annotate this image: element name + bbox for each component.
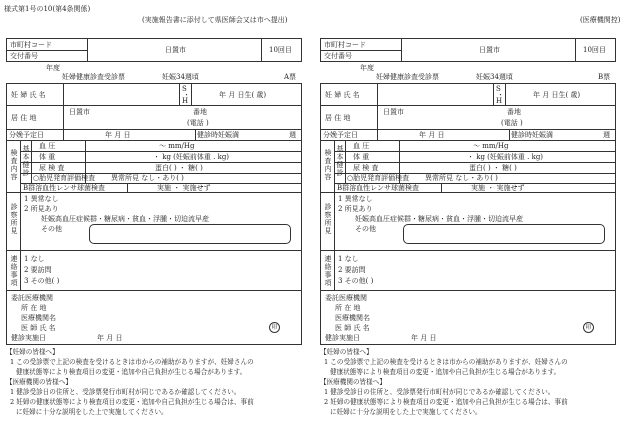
fetal-growth-label: ○胎児発育評価検査 [33, 174, 96, 182]
institution-label: 委託医療機関 [11, 294, 53, 302]
patient-note-1a: 1 この受診票で上記の検査を受けるときは市からの補助がありますが、妊婦さんの [324, 358, 568, 366]
fiscal-year-label: 年度 [360, 64, 374, 72]
submission-note: (実施報告書に添付して県医師会又は市へ提出) [142, 16, 288, 24]
address-row [321, 106, 615, 130]
exam-group-label: 検査内容 [10, 149, 18, 181]
issue-number-label: 交付番号 [324, 52, 352, 60]
weeks-unit: 週 [603, 131, 610, 139]
blood-pressure-value: 〜 mm/Hg [473, 142, 509, 150]
finding-other: その他 [355, 225, 376, 233]
urine-test-label: 尿 検 査 [353, 164, 379, 172]
basic-exam-label: 基本健診 [336, 145, 344, 177]
contact-none: 1 なし [338, 255, 359, 263]
contact-none: 1 なし [24, 255, 45, 263]
finding-present: 2 所見あり [24, 205, 59, 213]
fetal-growth-label: ○胎児発育評価検査 [347, 174, 410, 182]
contact-items [321, 251, 615, 291]
exam-date-label: 健診実施日 [325, 334, 360, 342]
contact-visit: 2 要訪問 [24, 266, 52, 274]
city-name: 日置市 [479, 46, 500, 54]
institution-label: 委託医療機関 [325, 294, 367, 302]
due-date-value: 年 月 日 [105, 131, 131, 139]
doctor-name: 医 師 氏 名 [21, 324, 56, 332]
address-city: 日置市 [383, 108, 404, 116]
address-label: 居 住 地 [11, 114, 37, 122]
due-date-row [321, 130, 615, 141]
contact-items [7, 251, 301, 291]
due-date-label: 分娩予定日 [9, 131, 44, 139]
exam-date-label: 健診実施日 [11, 334, 46, 342]
name-row [7, 84, 301, 106]
finding-none: 1 異常なし [24, 195, 59, 203]
clinic-note-2b: に妊婦に十分な説明をした上で実施してください。 [16, 408, 168, 416]
era-heisei: H [496, 97, 503, 105]
date-of-birth: 年 月 日生( 歳) [219, 91, 267, 99]
gbs-test-label: B群溶血性レンサ球菌検査 [23, 184, 105, 192]
voucher-b-header [320, 38, 616, 62]
contact-other: 3 その他( ) [338, 277, 374, 285]
patient-notes-title: 【妊婦の皆様へ】 [320, 348, 373, 356]
institution-address: 所 在 地 [21, 304, 47, 312]
address-banchi: 番地 [507, 108, 521, 116]
pregnancy-weeks: 妊娠34週頃 [162, 73, 199, 81]
urine-test-value: 蛋白( ) ・ 糖( ) [469, 164, 517, 172]
fiscal-year-label: 年度 [46, 64, 60, 72]
clinic-note-2a: 2 妊婦の健康状態等により検査項目の変更・追加や自己負担が生じる場合は、事前 [10, 398, 254, 406]
patient-note-1a: 1 この受診票で上記の検査を受けるときは市からの補助がありますが、妊婦さんの [10, 358, 254, 366]
voucher-title: 妊婦健康診査受診票 [62, 73, 125, 81]
clinic-note-2a: 2 妊婦の健康状態等により検査項目の変更・追加や自己負担が生じる場合は、事前 [324, 398, 568, 406]
name-label: 妊 婦 氏 名 [11, 91, 46, 99]
notes-right [320, 347, 568, 417]
institution-address: 所 在 地 [335, 304, 361, 312]
voucher-a-body [6, 83, 302, 345]
findings-label: 診察所見 [324, 203, 332, 235]
doctor-name: 医 師 氏 名 [335, 324, 370, 332]
pregnancy-weeks: 妊娠34週頃 [476, 73, 513, 81]
exam-group-label: 検査内容 [324, 149, 332, 181]
findings [7, 193, 301, 251]
gbs-test-value: 実施 ・ 実施せず [471, 184, 525, 192]
exam-date-value: 年 月 日 [411, 334, 437, 342]
blood-pressure-label: 血 圧 [39, 142, 56, 150]
blood-pressure-label: 血 圧 [353, 142, 370, 150]
institution-name: 医療機関名 [21, 314, 56, 322]
fetal-growth-value: 異常所見 なし・あり( ) [111, 174, 184, 182]
issue-number-label: 交付番号 [10, 52, 38, 60]
weight-label: 体 重 [353, 153, 370, 161]
weeks-at-exam-label: 健診時妊娠満 [197, 131, 239, 139]
weeks-unit: 週 [289, 131, 296, 139]
notes-left [6, 347, 254, 417]
seal-mark: 印 [269, 322, 280, 333]
contact-label: 連絡事項 [324, 255, 332, 287]
findings [321, 193, 615, 251]
due-date-row [7, 130, 301, 141]
clinic-note-1: 1 健診受診日の住所と、受診票発行市町村が同じであるか確認してください。 [324, 388, 555, 396]
date-of-birth: 年 月 日生( 歳) [533, 91, 581, 99]
finding-detail: 妊娠高血圧症候群・糖尿病・貧血・浮腫・切迫流早産 [41, 215, 209, 223]
era-dot: ・ [183, 91, 190, 99]
finding-other: その他 [41, 225, 62, 233]
institution-name: 医療機関名 [335, 314, 370, 322]
urine-test-value: 蛋白( ) ・ 糖( ) [155, 164, 203, 172]
finding-detail: 妊娠高血圧症候群・糖尿病・貧血・浮腫・切迫流早産 [355, 215, 523, 223]
voucher-b-body [320, 83, 616, 345]
exam-contents [321, 141, 615, 193]
contact-label: 連絡事項 [10, 255, 18, 287]
contact-other: 3 その他( ) [24, 277, 60, 285]
gbs-test-label: B群溶血性レンサ球菌検査 [337, 184, 419, 192]
phone: (電話 ) [187, 119, 209, 127]
address-row [7, 106, 301, 130]
municipality-code-label: 市町村コード [10, 41, 52, 49]
seal-mark: 印 [583, 322, 594, 333]
clinic-note-1: 1 健診受診日の住所と、受診票発行市町村が同じであるか確認してください。 [10, 388, 241, 396]
address-label: 居 住 地 [325, 114, 351, 122]
patient-note-1b: 健康状態等により検査項目の変更・追加や自己負担が生じる場合があります。 [330, 368, 561, 376]
visit-count: 10回目 [269, 46, 292, 54]
municipality-code-label: 市町村コード [324, 41, 366, 49]
era-dot: ・ [497, 91, 504, 99]
clinic-copy-note: (医療機関控) [580, 16, 621, 24]
exam-contents [7, 141, 301, 193]
findings-label: 診察所見 [10, 203, 18, 235]
finding-other-bracket [403, 224, 605, 244]
name-row [321, 84, 615, 106]
clinic-notes-title: 【医療機関の皆様へ】 [320, 378, 386, 386]
city-name: 日置市 [165, 46, 186, 54]
due-date-value: 年 月 日 [419, 131, 445, 139]
fetal-growth-value: 異常所見 なし・あり( ) [425, 174, 498, 182]
due-date-label: 分娩予定日 [323, 131, 358, 139]
blood-pressure-value: 〜 mm/Hg [159, 142, 195, 150]
weight-label: 体 重 [39, 153, 56, 161]
ticket-type: B票 [598, 73, 611, 81]
voucher-a-header [6, 38, 302, 62]
clinic-notes-title: 【医療機関の皆様へ】 [6, 378, 72, 386]
visit-count: 10回目 [583, 46, 606, 54]
urine-test-label: 尿 検 査 [39, 164, 65, 172]
gbs-test-value: 実施 ・ 実施せず [157, 184, 211, 192]
form-number: 様式第1号の10(第4条関係) [4, 5, 91, 13]
finding-other-bracket [89, 224, 291, 244]
voucher-title: 妊婦健康診査受診票 [376, 73, 439, 81]
ticket-type: A票 [284, 73, 297, 81]
exam-date-value: 年 月 日 [97, 334, 123, 342]
clinic-note-2b: に妊婦に十分な説明をした上で実施してください。 [330, 408, 482, 416]
phone: (電話 ) [501, 119, 523, 127]
weeks-at-exam-label: 健診時妊娠満 [511, 131, 553, 139]
weight-value: ・ kg (妊娠前体重 . kg) [467, 153, 544, 161]
address-banchi: 番地 [193, 108, 207, 116]
finding-present: 2 所見あり [338, 205, 373, 213]
basic-exam-label: 基本健診 [22, 145, 30, 177]
contact-visit: 2 要訪問 [338, 266, 366, 274]
era-heisei: H [182, 97, 189, 105]
weight-value: ・ kg (妊娠前体重 . kg) [153, 153, 230, 161]
address-city: 日置市 [69, 108, 90, 116]
era-showa: S [182, 85, 187, 93]
finding-none: 1 異常なし [338, 195, 373, 203]
era-showa: S [496, 85, 501, 93]
patient-notes-title: 【妊婦の皆様へ】 [6, 348, 59, 356]
name-label: 妊 婦 氏 名 [325, 91, 360, 99]
patient-note-1b: 健康状態等により検査項目の変更・追加や自己負担が生じる場合があります。 [16, 368, 247, 376]
